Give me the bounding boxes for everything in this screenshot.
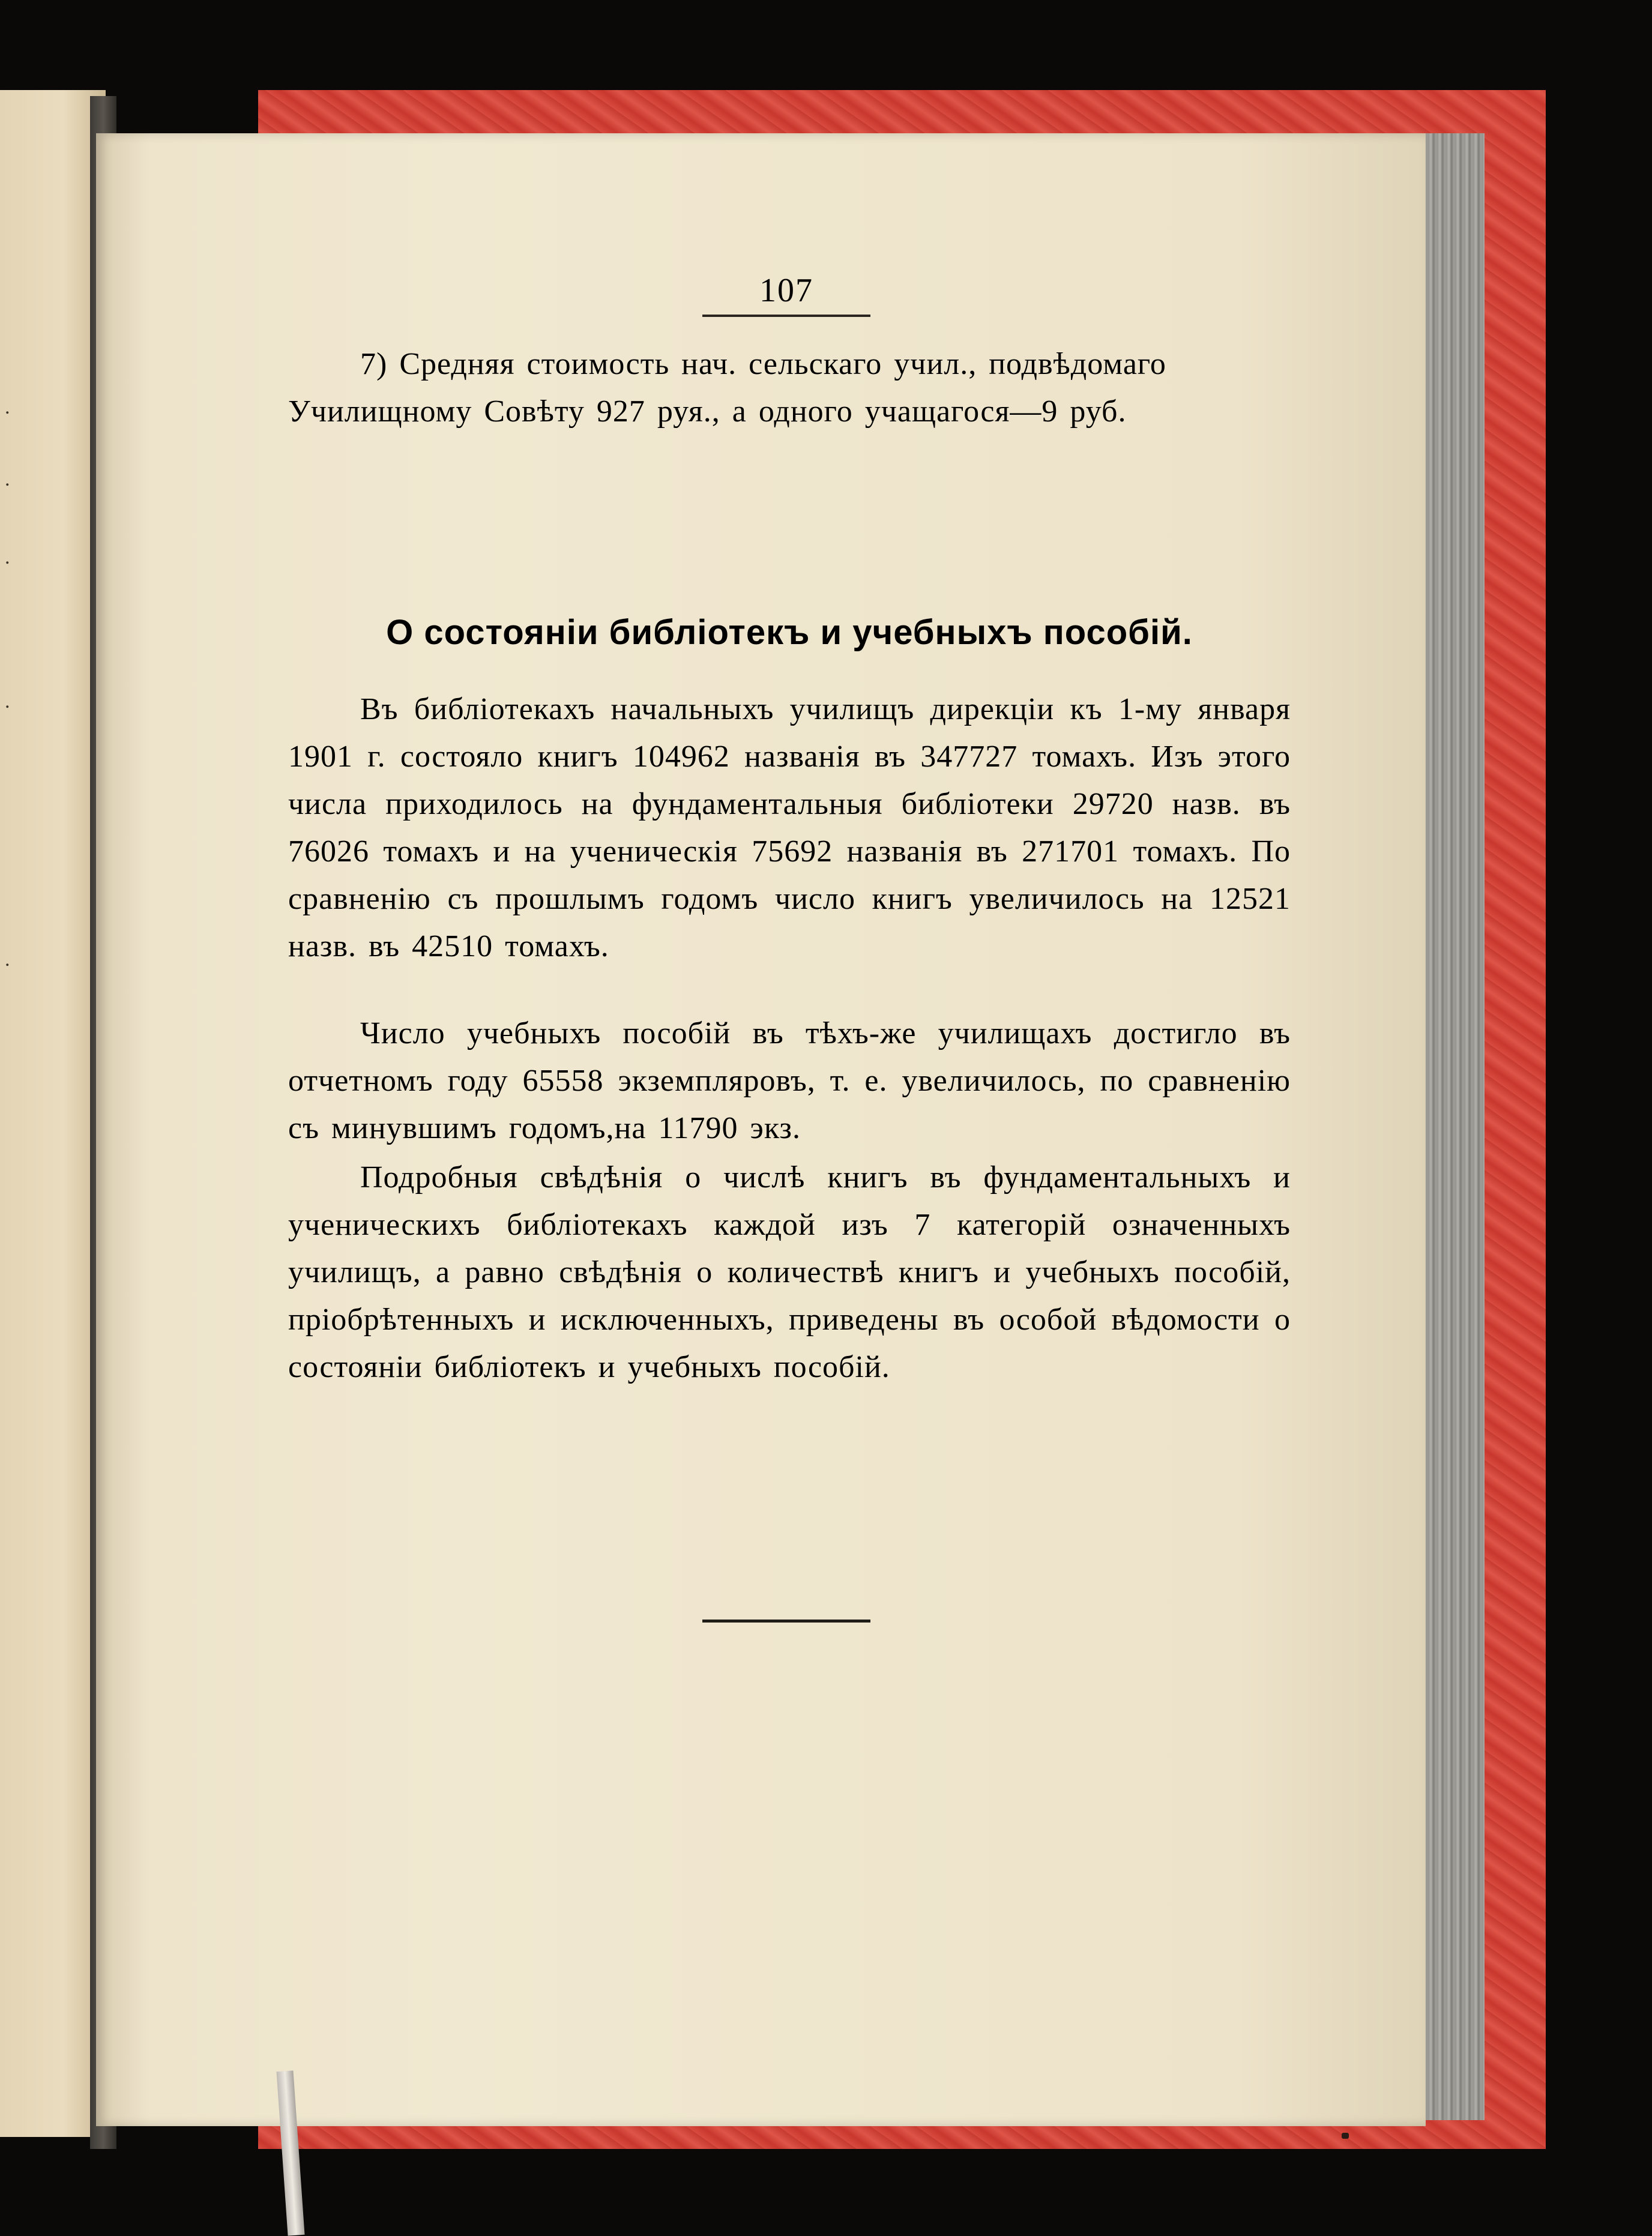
left-page-text-fragment: . [5,546,10,568]
left-page-text-fragment: . [5,468,10,490]
item-7-line-1: 7) Средняя стоимость нач. сельскаго учил., подвѣдомаго [360,347,1166,381]
left-page-text-fragment: . [5,948,10,971]
book-page [96,133,1426,2126]
teaching-aids-paragraph [288,1010,1291,1152]
libraries-paragraph [288,686,1291,970]
left-page-text-fragment: . [5,690,10,713]
page-number-rule [702,315,870,317]
teaching-aids-paragraph-text: Число учебныхъ пособій въ тѣхъ-же училищахъ достигло въ отчетномъ году 65558 экземпляровъ, т. е. увеличилось, по сравненію съ минувшимъ годомъ,на 11790 экз. [288,1016,1291,1145]
end-rule [702,1620,870,1623]
left-page-text-fragment: . [5,396,10,418]
details-paragraph-text: Подробныя свѣдѣнія о числѣ книгъ въ фундаментальныхъ и ученическихъ библіотекахъ каждой изъ 7 категорій означенныхъ училищъ, а равно свѣдѣнія о количествѣ книгъ и учебныхъ пособій, пріобрѣтенныхъ и исключенныхъ, приведены въ особой вѣдомости о состояніи библіотекъ и учебныхъ пособій. [288,1160,1291,1384]
section-heading: О состояніи библіотекъ и учебныхъ пособій. [386,613,1193,652]
cover-speck [1342,2133,1349,2139]
page-edges [1417,133,1485,2120]
item-7-paragraph [288,340,1291,435]
libraries-paragraph-text: Въ библіотекахъ начальныхъ училищъ дирекціи къ 1-му января 1901 г. состояло книгъ 104962 названія въ 347727 томахъ. Изъ этого числа приходилось на фундаментальныя библіотеки 29720 назв. въ 76026 томахъ и на ученическія 75692 названія въ 271701 томахъ. По сравненію съ прошлымъ годомъ число книгъ увеличилось на 12521 назв. въ 42510 томахъ. [288,692,1291,963]
details-paragraph [288,1154,1291,1391]
item-7-line-2: Училищному Совѣту 927 руя., а одного учащагося—9 руб. [288,394,1127,429]
page-number: 107 [759,272,813,309]
